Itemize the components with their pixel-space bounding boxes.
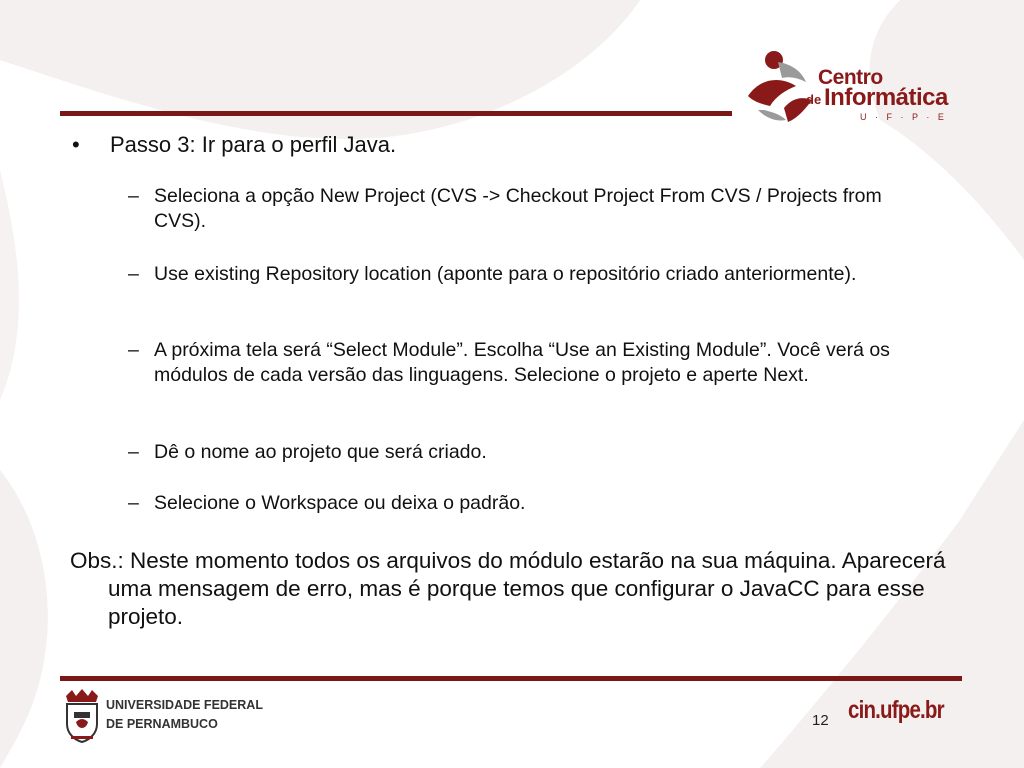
obs-paragraph: Obs.: Neste momento todos os arquivos do módulo estarão na sua máquina. Aparecerá uma mensagem de erro, mas é porque temos que configurar o JavaCC para esse projeto. (70, 548, 946, 629)
logo-de-text: de (806, 92, 822, 107)
dash-marker: – (128, 185, 139, 207)
bullet-text: Passo 3: Ir para o perfil Java. (110, 132, 397, 157)
sub-item-text: Seleciona a opção New Project (CVS -> Checkout Project From CVS / Projects from CVS). (154, 185, 882, 232)
dash-marker: – (128, 492, 139, 514)
dash-marker: – (128, 339, 139, 361)
logo-informatica-text: Informática (824, 84, 948, 111)
logo-centro-text: Centro (818, 66, 883, 89)
sub-item-text: Dê o nome ao projeto que será criado. (154, 441, 487, 463)
university-name-line1: UNIVERSIDADE FEDERAL (106, 698, 263, 712)
sub-item-text: Selecione o Workspace ou deixa o padrão. (154, 492, 526, 514)
sub-item-text: Use existing Repository location (aponte para o repositório criado anteriormente). (154, 263, 857, 285)
dash-marker: – (128, 441, 139, 463)
university-name-line2: DE PERNAMBUCO (106, 717, 218, 731)
page-number: 12 (812, 712, 829, 729)
dash-marker: – (128, 263, 139, 285)
sub-item-text: A próxima tela será “Select Module”. Escolha “Use an Existing Module”. Você verá os módulos de cada versão das linguagens. Selecione o projeto e aperte Next. (154, 339, 890, 386)
site-url: cin.ufpe.br (848, 696, 944, 724)
ufpe-logo (62, 688, 263, 744)
bullet-marker: • (72, 132, 80, 157)
logo-ufpe-tagline: U · F · P · E (860, 112, 947, 122)
ufpe-crest-icon (62, 688, 102, 744)
